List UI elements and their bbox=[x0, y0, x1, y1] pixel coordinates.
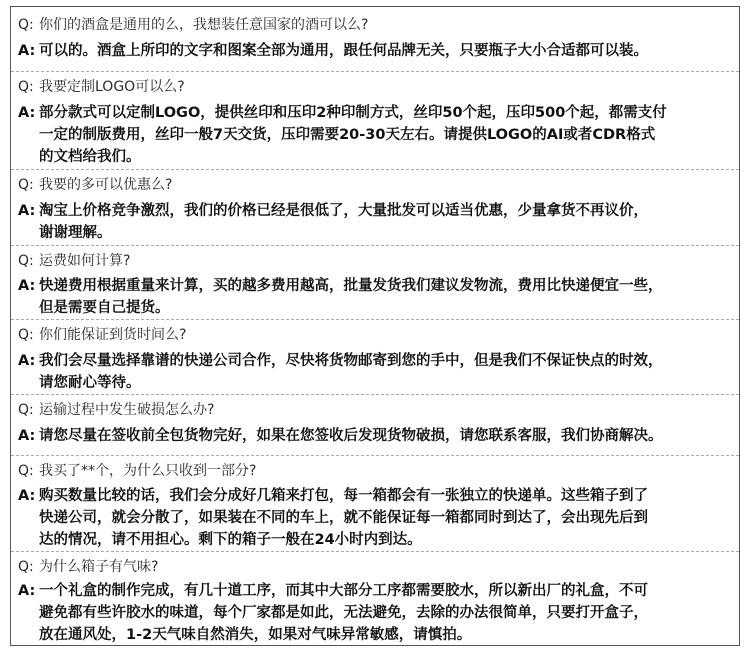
question-label: Q: bbox=[18, 327, 34, 343]
answer-label: A: bbox=[18, 203, 36, 219]
question-label: Q: bbox=[18, 177, 34, 193]
divider bbox=[11, 71, 739, 72]
answer-label: A: bbox=[18, 43, 36, 59]
answer-label: A: bbox=[18, 583, 36, 599]
question-text: 为什么箱子有气味? bbox=[39, 559, 159, 575]
question-label: Q: bbox=[18, 79, 34, 95]
question-label: Q: bbox=[18, 559, 34, 575]
divider bbox=[11, 551, 739, 552]
question-text: 你们能保证到货时间么? bbox=[39, 327, 187, 343]
divider bbox=[11, 394, 739, 395]
answer-text: 快递费用根据重量来计算，买的越多费用越高，批量发货我们建议发物流，费用比快递便宜一些， 但是需要自己提货。 bbox=[39, 278, 663, 316]
answer-label: A: bbox=[18, 488, 36, 504]
question-label: Q: bbox=[18, 402, 34, 418]
question-text: 我买了**个，为什么只收到一部分? bbox=[39, 463, 257, 479]
answer-text: 请您尽量在签收前全包货物完好，如果在您签收后发现货物破损，请您联系客服，我们协商解决。 bbox=[39, 428, 663, 444]
answer-text: 购买数量比较的话，我们会分成好几箱来打包，每一箱都会有一张独立的快递单。这些箱子到了 快递公司，就会分散了，如果装在不同的车上，就不能保证每一箱都同时到达了，会出现先后到 达的情况，请不用担心。剩下的箱子一般在24小时内到达。 bbox=[39, 488, 648, 548]
answer-text: 淘宝上价格竞争激烈，我们的价格已经是很低了，大量批发可以适当优惠，少量拿货不再议价， 谢谢理解。 bbox=[39, 203, 648, 241]
divider bbox=[11, 245, 739, 246]
question-text: 运费如何计算? bbox=[39, 253, 131, 269]
question-text: 我要的多可以优惠么? bbox=[39, 177, 173, 193]
answer-label: A: bbox=[18, 105, 36, 121]
answer-text: 一个礼盒的制作完成，有几十道工序，而其中大部分工序都需要胶水，所以新出厂的礼盒，不可 避免都有些许胶水的味道，每个厂家都是如此，无法避免，去除的办法很简单，只要打开盒子， 放在通风处，1-2天气味自然消失，如果对气味异常敏感，请慎拍。 bbox=[39, 583, 648, 643]
answer-label: A: bbox=[18, 278, 36, 294]
answer-text: 部分款式可以定制LOGO，提供丝印和压印2种印制方式，丝印50个起，压印500个起，都需支付 一定的制版费用，丝印一般7天交货，压印需要20-30天左右。请提供LOGO的AI或者CDR格式 的文档给我们。 bbox=[39, 105, 667, 165]
question-label: Q: bbox=[18, 253, 34, 269]
answer-text: 我们会尽量选择靠谱的快递公司合作，尽快将货物邮寄到您的手中，但是我们不保证快点的时效， 请您耐心等待。 bbox=[39, 353, 663, 391]
faq-panel bbox=[10, 6, 740, 646]
question-label: Q: bbox=[18, 463, 34, 479]
divider bbox=[11, 319, 739, 320]
question-text: 你们的酒盒是通用的么，我想装任意国家的酒可以么? bbox=[39, 17, 369, 33]
answer-label: A: bbox=[18, 428, 36, 444]
divider bbox=[11, 455, 739, 456]
question-label: Q: bbox=[18, 17, 34, 33]
answer-label: A: bbox=[18, 353, 36, 369]
answer-text: 可以的。酒盒上所印的文字和图案全部为通用，跟任何品牌无关，只要瓶子大小合适都可以装。 bbox=[39, 43, 648, 59]
question-text: 我要定制LOGO可以么? bbox=[39, 79, 185, 95]
question-text: 运输过程中发生破损怎么办? bbox=[39, 402, 215, 418]
divider bbox=[11, 169, 739, 170]
